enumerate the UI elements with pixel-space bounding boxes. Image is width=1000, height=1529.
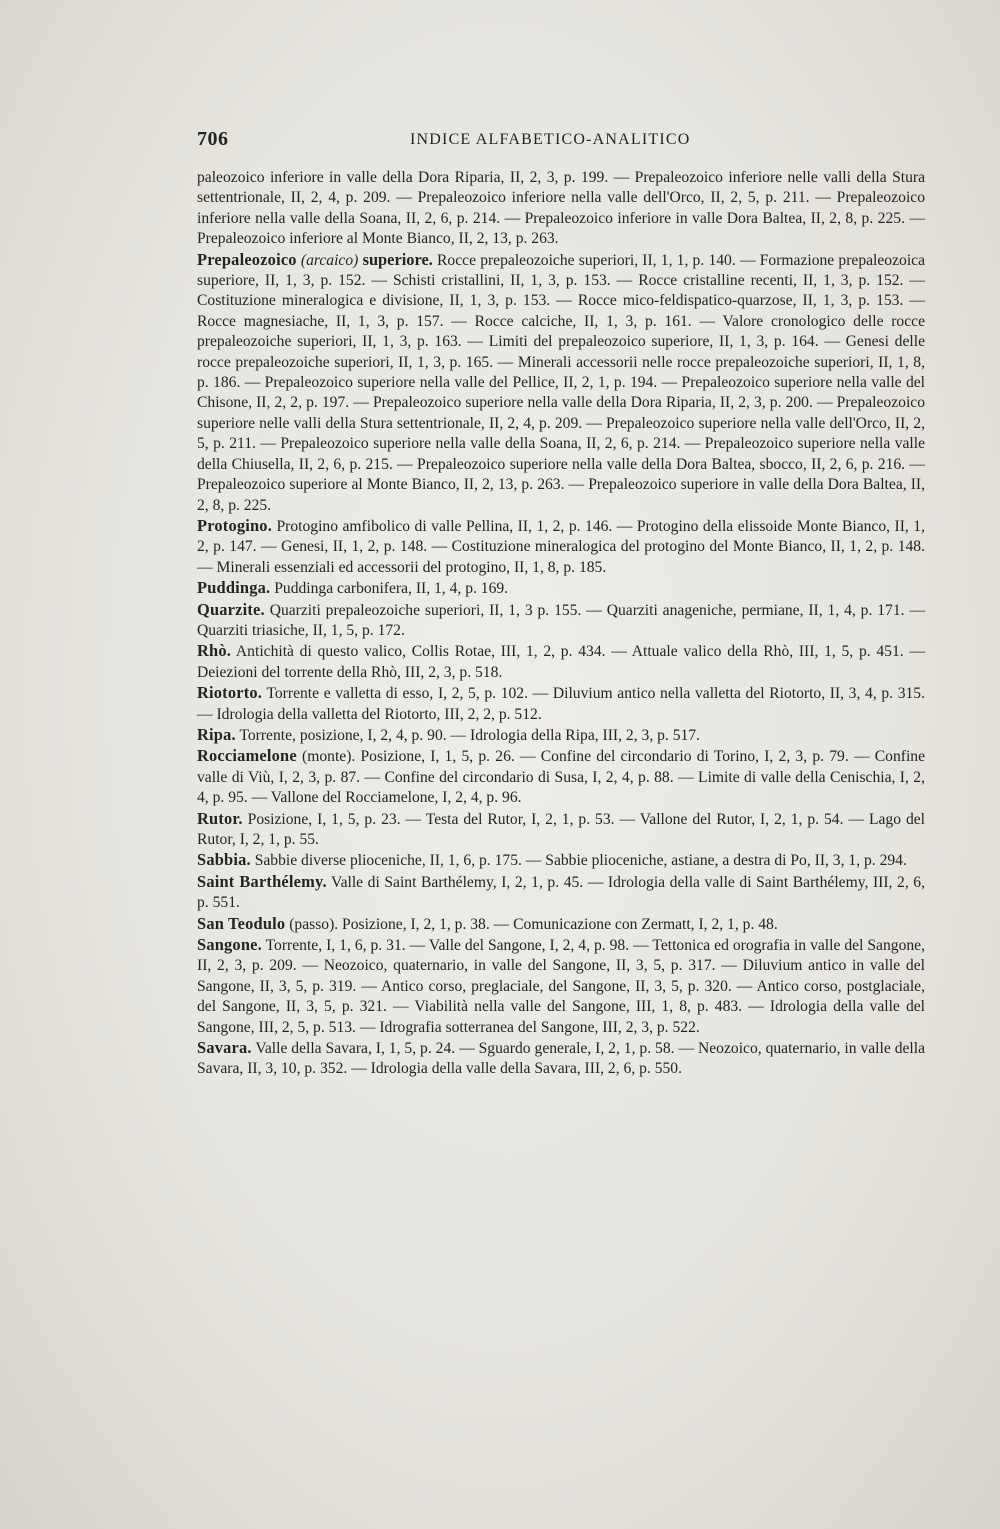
index-entry-rho: [197, 641, 925, 683]
entry-text: (passo). Posizione, I, 2, 1, p. 38. — Comunicazione con Zermatt, I, 2, 1, p. 48.: [289, 915, 778, 933]
entry-term: Saint Barthélemy.: [197, 871, 327, 891]
entry-text: Rocce prepaleozoiche superiori, II, 1, 1, p. 140. — Formazione prepaleozoica superiore, II, 1, 3, p. 152. — Schisti cristallini, II, 1, 3, p. 153. — Rocce cristalline recenti, II, 1, 3, p. 152. — Costituzione mineralogica e divisione, II, 1, 3, p. 153. — Rocce mico-feldispatico-quarzose, II, 1, 3, p. 153. — Rocce magnesiache, II, 1, 3, p. 157. — Rocce calciche, II, 1, 3, p. 161. — Valore cronologico delle rocce prepaleozoiche superiori, II, 1, 3, p. 163. — Limiti del prepaleozoico superiore, II, 1, 3, p. 164. — Genesi delle rocce prepaleozoiche superiori, II, 1, 3, p. 165. — Minerali accessorii nelle rocce prepaleozoiche superiori, II, 1, 8, p. 186. — Prepaleozoico superiore nella valle del Pellice, II, 2, 1, p. 194. — Prepaleozoico superiore nella valle del Chisone, II, 2, 2, p. 197. — Prepaleozoico superiore nella valle della Dora Riparia, II, 2, 3, p. 200. — Prepaleozoico superiore nelle valli della Stura settentrionale, II, 2, 4, p. 209. — Prepaleozoico superiore nella valle dell'Orco, II, 2, 5, p. 211. — Prepaleozoico superiore nella valle della Soana, II, 2, 6, p. 214. — Prepaleozoico superiore nella valle della Chiusella, II, 2, 6, p. 215. — Prepaleozoico superiore nella valle della Dora Baltea, sbocco, II, 2, 6, p. 216. — Prepaleozoico superiore al Monte Bianco, II, 2, 13, p. 263. — Prepaleozoico superiore in valle della Dora Baltea, II, 2, 8, p. 225.: [197, 251, 925, 514]
entry-text: Antichità di questo valico, Collis Rotae, III, 1, 2, p. 434. — Attuale valico della Rhò, III, 1, 5, p. 451. — Deiezioni del torrente della Rhò, III, 2, 3, p. 518.: [197, 643, 925, 681]
index-content: [197, 168, 925, 1080]
entry-text: Torrente e valletta di esso, I, 2, 5, p. 102. — Diluvium antico nella valletta del Riotorto, II, 3, 4, p. 315. — Idrologia della valletta del Riotorto, III, 2, 2, p. 512.: [197, 685, 925, 723]
entry-term: San Teodulo: [197, 913, 286, 933]
index-entry-savara: [197, 1038, 925, 1080]
index-entry-sabbia: [197, 850, 925, 871]
entry-text: Torrente, I, 1, 6, p. 31. — Valle del Sangone, I, 2, 4, p. 98. — Tettonica ed orografia in valle del Sangone, II, 2, 3, p. 209. — Neozoico, quaternario, in valle del Sangone, II, 3, 5, p. 317. — Diluvium antico in valle del Sangone, II, 3, 5, p. 319. — Antico corso, preglaciale, del Sangone, II, 3, 5, p. 320. — Antico corso, postglaciale, del Sangone, II, 3, 5, p. 321. — Viabilità nella valle del Sangone, III, 1, 8, p. 483. — Idrologia della valle del Sangone, III, 2, 5, p. 513. — Idrografia sotterranea del Sangone, III, 2, 3, p. 522.: [197, 937, 925, 1036]
entry-term: Riotorto.: [197, 683, 263, 703]
index-entry-ripa: [197, 725, 925, 746]
running-title: INDICE ALFABETICO-ANALITICO: [410, 131, 691, 148]
entry-text: Protogino amfibolico di valle Pellina, II, 1, 2, p. 146. — Protogino della elissoide Monte Bianco, II, 1, 2, p. 147. — Genesi, II, 1, 2, p. 148. — Costituzione mineralogica del protogino del Monte Bianco, II, 1, 2, p. 148. — Minerali essenziali ed accessorii del protogino, II, 1, 8, p. 185.: [197, 517, 925, 576]
index-entry-continuation: [197, 168, 925, 250]
entry-term: Rocciamelone: [197, 746, 297, 766]
entry-term: Rhò.: [197, 641, 232, 661]
entry-term: Sangone.: [197, 935, 262, 955]
index-entry-puddinga: [197, 578, 925, 599]
entry-subterm: superiore.: [362, 249, 433, 269]
index-entry-rutor: [197, 809, 925, 851]
entry-term: Prepaleozoico: [197, 249, 297, 269]
entry-qualifier: (arcaico): [300, 251, 359, 269]
entry-term: Savara.: [197, 1038, 252, 1058]
entry-term: Sabbia.: [197, 850, 251, 870]
entry-term: Protogino.: [197, 515, 272, 535]
index-entry-riotorto: [197, 683, 925, 725]
entry-term: Rutor.: [197, 808, 243, 828]
entry-text: paleozoico inferiore in valle della Dora Riparia, II, 2, 3, p. 199. — Prepaleozoico inferiore nelle valli della Stura settentrionale, II, 2, 4, p. 209. — Prepaleozoico inferiore nella valle dell'Orco, II, 2, 5, p. 211. — Prepaleozoico inferiore nella valle della Soana, II, 2, 6, p. 214. — Prepaleozoico inferiore in valle Dora Baltea, II, 2, 8, p. 225. — Prepaleozoico inferiore al Monte Bianco, II, 2, 13, p. 263.: [197, 169, 925, 248]
page-number: 706: [197, 128, 229, 150]
entry-text: Quarziti prepaleozoiche superiori, II, 1, 3 p. 155. — Quarziti anageniche, permiane, II, 1, 4, p. 171. — Quarziti triasiche, II, 1, 5, p. 172.: [197, 601, 926, 639]
entry-term: Puddinga.: [197, 578, 271, 598]
entry-text: Valle di Saint Barthélemy, I, 2, 1, p. 45. — Idrologia della valle di Saint Barthélemy, III, 2, 6, p. 551.: [197, 873, 925, 912]
entry-term: Ripa.: [197, 724, 236, 744]
entry-text: Valle della Savara, I, 1, 5, p. 24. — Sguardo generale, I, 2, 1, p. 58. — Neozoico, quaternario, in valle della Savara, II, 3, 10, p. 352. — Idrologia della valle della Savara, III, 2, 6, p. 550.: [197, 1040, 925, 1078]
index-entry-prepaleozoico: [197, 250, 925, 516]
entry-text: Sabbie diverse plioceniche, II, 1, 6, p. 175. — Sabbie plioceniche, astiane, a destra di Po, II, 3, 1, p. 294.: [254, 852, 907, 870]
index-entry-protogino: [197, 516, 925, 578]
index-entry-san-teodulo: [197, 914, 925, 935]
entry-text: Puddinga carbonifera, II, 1, 4, p. 169.: [274, 580, 509, 598]
entry-text: Posizione, I, 1, 5, p. 23. — Testa del Rutor, I, 2, 1, p. 53. — Vallone del Rutor, I, 2, 1, p. 54. — Lago del Rutor, I, 2, 1, p. 55.: [197, 810, 925, 848]
entry-text: Torrente, posizione, I, 2, 4, p. 90. — Idrologia della Ripa, III, 2, 3, p. 517.: [239, 726, 700, 744]
index-entry-rocciamelone: [197, 746, 925, 808]
index-entry-quarzite: [197, 600, 925, 642]
page-header: [197, 128, 937, 154]
entry-text: (monte). Posizione, I, 1, 5, p. 26. — Confine del circondario di Torino, I, 2, 3, p. 79. — Confine valle di Viù, I, 2, 3, p. 87. — Confine del circondario di Susa, I, 2, 4, p. 88. — Limite di valle della Cenischia, I, 2, 4, p. 95. — Vallone del Rocciamelone, I, 2, 4, p. 96.: [197, 748, 925, 807]
index-entry-sangone: [197, 935, 925, 1038]
index-entry-saint-barthelemy: [197, 872, 925, 914]
entry-term: Quarzite.: [197, 599, 265, 619]
